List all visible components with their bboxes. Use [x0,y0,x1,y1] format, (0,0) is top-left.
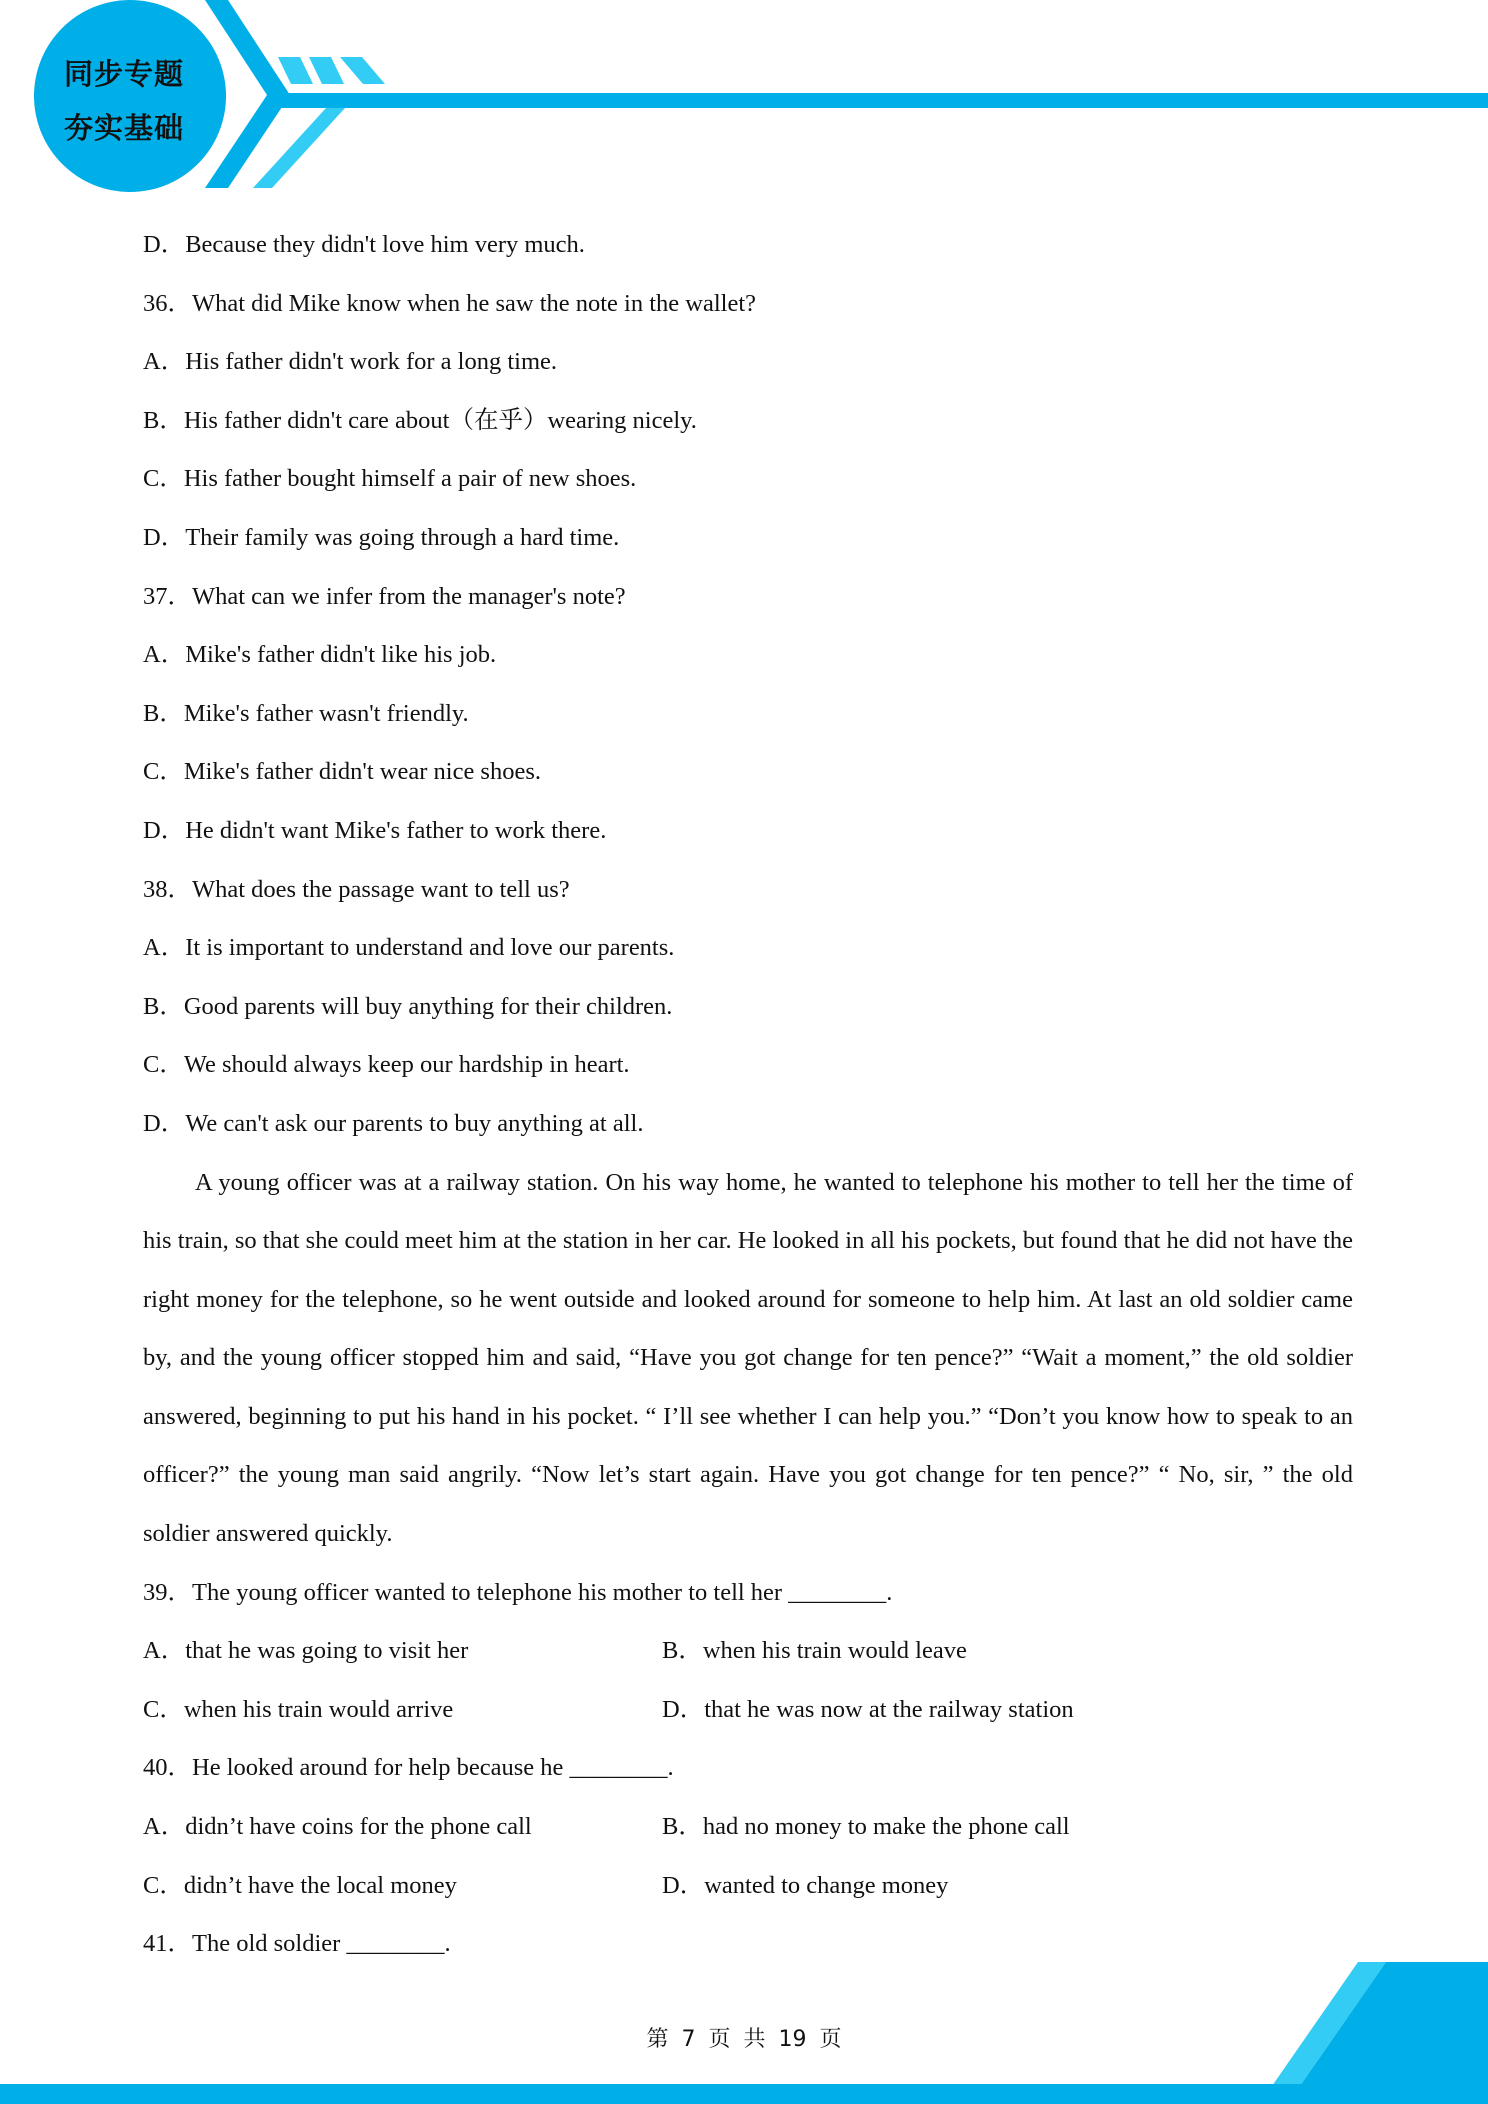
header-banner [0,0,1488,200]
question-line: 36．What did Mike know when he saw the note in the wallet? [143,289,757,317]
question-line: D．He didn't want Mike's father to work there. [143,816,607,844]
question-line: A．It is important to understand and love our parents. [143,934,675,962]
question-39-options-row-1 [143,1622,1353,1681]
page-content [143,216,1353,1974]
question-line: D．Because they didn't love him very much. [143,231,585,258]
option-c: C．when his train would arrive [143,1695,454,1723]
question-40-stem: 40．He looked around for help because he ________. [143,1754,674,1782]
question-39-stem: 39．The young officer wanted to telephone his mother to tell her ________. [143,1578,893,1606]
question-line: A．His father didn't work for a long time. [143,348,558,376]
header-stripe-1 [278,57,313,84]
option-b: B．had no money to make the phone call [662,1813,1070,1841]
question-line: B．Good parents will buy anything for their children. [143,992,673,1020]
question-line: B．His father didn't care about（在乎）wearing nicely. [143,406,697,434]
option-b: B．when his train would leave [662,1637,967,1665]
option-a: A．that he was going to visit her [143,1637,469,1665]
badge-line-2: 夯实基础 [63,111,184,145]
header-stripe-2 [309,57,344,84]
option-d: D．wanted to change money [662,1871,949,1899]
question-line: C．His father bought himself a pair of new shoes. [143,465,637,493]
question-line: C．Mike's father didn't wear nice shoes. [143,758,542,786]
question-line: C．We should always keep our hardship in heart. [143,1051,630,1079]
reading-passage: A young officer was at a railway station. On his way home, he wanted to telephone his mother to tell her the time of his train, so that she could meet him at the station in her car. He looked in all his pockets, but found that he did not have the right money for the telephone, so he went outside and looked around for someone to help him. At last an old soldier came by, and the young officer stopped him and said, “Have you got change for ten pence?” “Wait a moment,” the old soldier answered, beginning to put his hand in his pocket. “ I’ll see whether I can help you.” “Don’t you know how to speak to an officer?” the young man said angrily. “Now let’s start again. Have you got change for ten pence?” “ No, sir, ” the old soldier answered quickly. [143,1168,1353,1548]
question-39-options-row-2 [143,1681,1353,1740]
option-a: A．didn’t have coins for the phone call [143,1813,532,1841]
question-line: 37．What can we infer from the manager's note? [143,582,626,610]
question-line: 38．What does the passage want to tell us? [143,875,570,903]
header-bar [270,93,1488,108]
question-40-options-row-2 [143,1857,1353,1916]
header-stripe-3 [340,57,385,84]
option-c: C．didn’t have the local money [143,1871,457,1899]
question-line: A．Mike's father didn't like his job. [143,641,497,669]
header-badge-circle [34,0,226,192]
badge-line-1: 同步专题 [63,57,184,91]
option-d: D．that he was now at the railway station [662,1695,1074,1723]
footer-bar [0,2084,1488,2104]
question-40-options-row-1 [143,1798,1353,1857]
question-41-stem: 41．The old soldier ________. [143,1930,451,1958]
question-line: B．Mike's father wasn't friendly. [143,699,469,727]
question-line: D．We can't ask our parents to buy anything at all. [143,1109,644,1137]
question-line: D．Their family was going through a hard time. [143,523,620,551]
page-number: 第 7 页 共 19 页 [646,2027,842,2052]
